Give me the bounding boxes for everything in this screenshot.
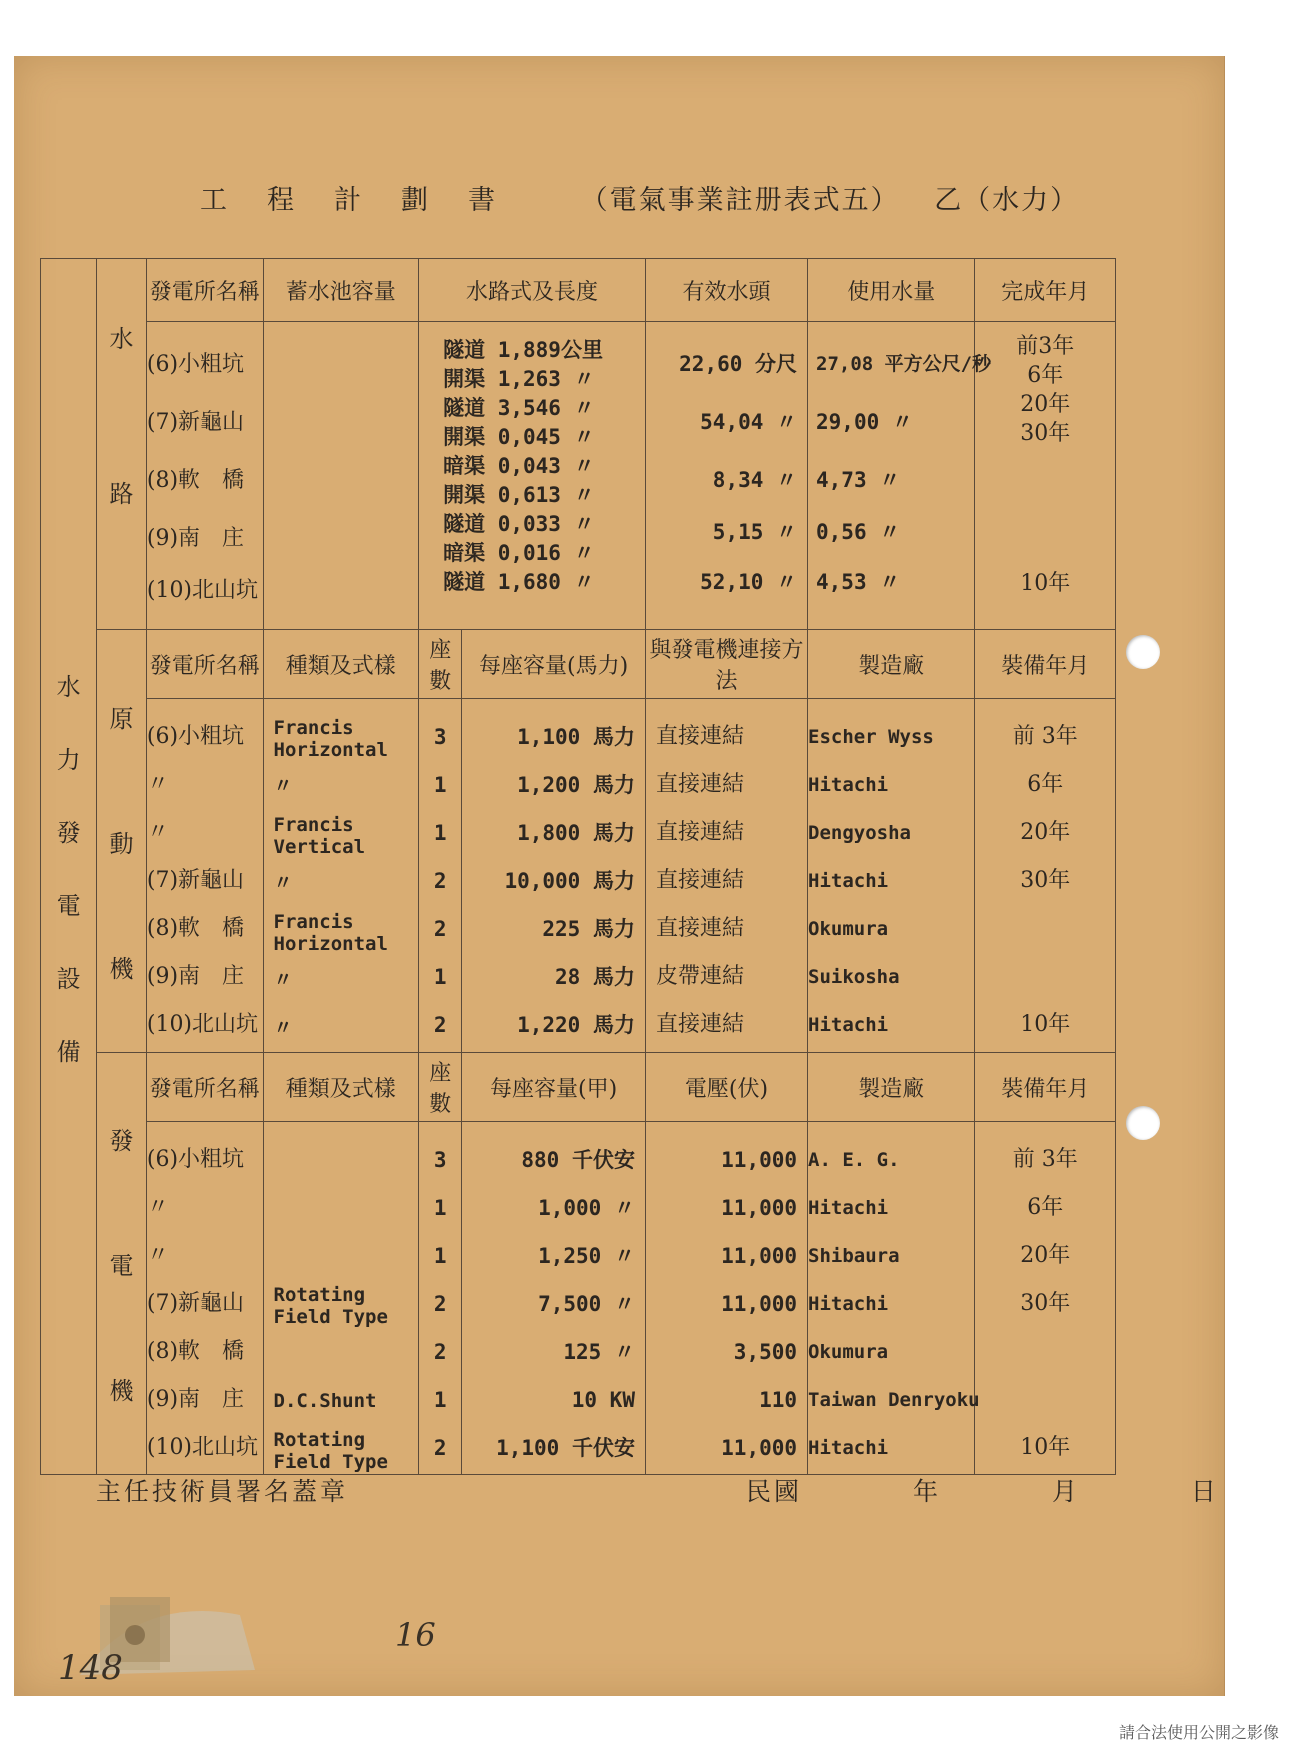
pm-connection-cell: 直接連結: [655, 772, 744, 797]
pm-units: [419, 699, 462, 1053]
gen-year-cell: 30年: [1020, 1291, 1071, 1316]
gen-units-cell: 3: [433, 1148, 447, 1172]
gen-voltage-cell: 3,500: [733, 1340, 798, 1364]
gen-year-cell: [975, 1328, 1115, 1376]
pm-header-type: 種類及式樣: [263, 630, 419, 699]
gen-year-cell: 10年: [1020, 1435, 1071, 1460]
pm-year-cell: [975, 905, 1115, 953]
pm-header-install-date: 裝備年月: [975, 630, 1116, 699]
waterway-header-row: [41, 259, 1116, 322]
pm-units-cell: 1: [433, 773, 447, 797]
gen-name-cell: 〃: [146, 1243, 169, 1268]
gen-year-cell: 前 3年: [1012, 1147, 1078, 1172]
usage-notice: 請合法使用公開之影像: [1118, 1723, 1279, 1742]
gen-units-cell: 2: [433, 1436, 447, 1460]
pm-type-cell: 〃: [273, 775, 293, 797]
pm-year-cell: 6年: [1027, 772, 1064, 797]
pm-capacity-cell: 1,220 馬力: [517, 1013, 635, 1037]
gen-name-cell: (9)南 庄: [146, 1387, 245, 1412]
gen-year-cell: 20年: [1020, 1243, 1071, 1268]
section-label-generator: 發 電 機: [97, 1053, 147, 1475]
signature-line: [96, 1472, 1219, 1508]
gen-type-cell: Rotating Field Type: [273, 1429, 388, 1473]
pm-type-cell: 〃: [273, 969, 293, 991]
gen-capacity-cell: 10 KW: [571, 1388, 635, 1412]
gen-name-cell: (8)軟 橋: [146, 1339, 245, 1364]
gen-year-cell: [975, 1376, 1115, 1424]
gen-type-cell: D.C.Shunt: [273, 1390, 377, 1412]
pm-year-cell: 10年: [1020, 1012, 1071, 1037]
waterway-body-row: [41, 322, 1116, 630]
pm-name-cell: (8)軟 橋: [146, 916, 245, 941]
gen-voltage-cell: 110: [759, 1388, 798, 1412]
generator-header-row: [41, 1053, 1116, 1122]
pm-connection-cell: 直接連結: [655, 820, 744, 845]
gen-units-cell: 2: [433, 1292, 447, 1316]
pm-connection-cell: 直接連結: [655, 1012, 744, 1037]
pm-capacities: [462, 699, 646, 1053]
pm-type-cell: Francis Horizontal: [273, 717, 388, 761]
gen-header-station-name: 發電所名稱: [146, 1053, 263, 1122]
gen-capacity-cell: 1,100 千伏安: [496, 1436, 635, 1460]
side-label-hydro-facility: 水 力 發 電 設 備: [41, 259, 97, 1475]
gen-type-cell: [274, 1232, 419, 1280]
gen-type-cell: [274, 1136, 419, 1184]
signature-label: 主任技術員署名蓋章: [96, 1477, 349, 1506]
pm-name-cell: 〃: [146, 772, 169, 797]
pm-makers: [808, 699, 975, 1053]
col-header-waterway: 水路式及長度: [419, 259, 646, 322]
pm-name-cell: (10)北山坑: [146, 1012, 259, 1037]
col-header-station-name: 發電所名稱: [146, 259, 263, 322]
pm-name-cell: (7)新龜山: [146, 868, 245, 893]
pm-connection-cell: 直接連結: [655, 724, 744, 749]
pm-header-connection: 與發電機連接方法: [645, 630, 807, 699]
pm-connections: [645, 699, 807, 1053]
date-month: 月: [1051, 1477, 1080, 1506]
gen-header-capacity: 每座容量(甲): [462, 1053, 646, 1122]
pm-types: [263, 699, 419, 1053]
engineering-plan-table: [40, 258, 1116, 1475]
gen-voltage-cell: 11,000: [721, 1436, 798, 1460]
pm-install-dates: [975, 699, 1116, 1053]
pm-header-units: 座數: [419, 630, 462, 699]
pm-connection-cell: 皮帶連結: [655, 964, 744, 989]
gen-name-cell: (7)新龜山: [146, 1291, 245, 1316]
prime-mover-body-row: [41, 699, 1116, 1053]
pm-units-cell: 2: [433, 869, 447, 893]
gen-maker-cell: Shibaura: [808, 1245, 900, 1267]
gen-capacity-cell: 125 〃: [563, 1340, 635, 1364]
handwritten-archive-number: 148: [58, 1648, 123, 1688]
pm-units-cell: 2: [433, 917, 447, 941]
gen-capacities: [462, 1122, 646, 1475]
gen-units-cell: 2: [433, 1340, 447, 1364]
gen-name-cell: (10)北山坑: [146, 1435, 259, 1460]
gen-header-install-date: 裝備年月: [975, 1053, 1116, 1122]
pm-year-cell: 前 3年: [1012, 724, 1078, 749]
water-usage-values: 27,08 平方公尺/秒 29,00 〃 4,73 〃 0,56 〃 4,53 〃: [808, 322, 975, 630]
handwritten-page-number: 16: [395, 1616, 436, 1654]
pm-maker-cell: Okumura: [808, 918, 889, 940]
pm-maker-cell: Suikosha: [808, 966, 900, 988]
gen-capacity-cell: 880 千伏安: [521, 1148, 635, 1172]
document-title: [200, 178, 1100, 217]
gen-name-cell: 〃: [146, 1195, 169, 1220]
gen-maker-cell: Hitachi: [808, 1437, 889, 1459]
date-day: 日: [1190, 1477, 1219, 1506]
date-year: 年: [912, 1477, 941, 1506]
pm-connection-cell: 直接連結: [655, 916, 744, 941]
gen-header-maker: 製造廠: [808, 1053, 975, 1122]
pm-station-names: [146, 699, 263, 1053]
pm-capacity-cell: 1,100 馬力: [517, 725, 635, 749]
gen-makers: [808, 1122, 980, 1475]
pm-units-cell: 1: [433, 965, 447, 989]
gen-maker-cell: Taiwan Denryoku: [808, 1389, 980, 1411]
gen-name-cell: (6)小粗坑: [146, 1147, 245, 1172]
signature-date: [746, 1472, 1219, 1508]
pm-maker-cell: Hitachi: [808, 870, 889, 892]
gen-voltage-cell: 11,000: [721, 1196, 798, 1220]
gen-units: [419, 1122, 462, 1475]
gen-units-cell: 1: [433, 1388, 447, 1412]
pm-units-cell: 1: [433, 821, 447, 845]
gen-capacity-cell: 1,250 〃: [538, 1244, 635, 1268]
gen-type-cell: [274, 1329, 419, 1377]
pm-maker-cell: Hitachi: [808, 1014, 889, 1036]
completion-dates: 前3年 6年 20年 30年 10年: [975, 322, 1116, 630]
gen-station-names: [146, 1122, 263, 1475]
pm-type-cell: 〃: [273, 872, 293, 894]
pm-capacity-cell: 28 馬力: [555, 965, 635, 989]
section-label-waterway: 水 路: [97, 259, 147, 630]
generator-body-row: [41, 1122, 1116, 1475]
pm-capacity-cell: 1,200 馬力: [517, 773, 635, 797]
gen-voltages: [645, 1122, 807, 1475]
punch-hole: [1126, 1106, 1160, 1140]
gen-type-cell: [274, 1184, 419, 1232]
pm-units-cell: 3: [433, 725, 447, 749]
pm-maker-cell: Dengyosha: [808, 822, 911, 844]
pm-maker-cell: Escher Wyss: [808, 726, 934, 748]
gen-maker-cell: Hitachi: [808, 1197, 889, 1219]
col-header-effective-head: 有效水頭: [645, 259, 807, 322]
gen-install-dates: [975, 1122, 1116, 1475]
gen-type-cell: Rotating Field Type: [273, 1284, 388, 1328]
title-subtitle: （電氣事業註册表式五）: [580, 185, 900, 216]
gen-year-cell: 6年: [1027, 1195, 1064, 1220]
gen-header-units: 座數: [419, 1053, 462, 1122]
waterway-routes: 隧道 1,889公里 開渠 1,263 〃 隧道 3,546 〃 開渠 0,045 〃 暗渠 0,043 〃 開渠 0,613 〃 隧道 0,033 〃 暗渠 0,016 〃 隧道 1,680 〃: [419, 322, 646, 630]
pm-name-cell: (9)南 庄: [146, 964, 245, 989]
pm-capacity-cell: 1,800 馬力: [517, 821, 635, 845]
title-main: 工程計劃書: [200, 185, 535, 216]
gen-types: [263, 1122, 419, 1475]
gen-maker-cell: Hitachi: [808, 1293, 889, 1315]
gen-voltage-cell: 11,000: [721, 1148, 798, 1172]
pm-maker-cell: Hitachi: [808, 774, 889, 796]
gen-header-voltage: 電壓(伏): [645, 1053, 807, 1122]
gen-header-type: 種類及式樣: [263, 1053, 419, 1122]
section-label-prime-mover: 原 動 機: [97, 630, 147, 1053]
pm-type-cell: 〃: [273, 1017, 293, 1039]
pm-year-cell: [975, 953, 1115, 1001]
gen-voltage-cell: 11,000: [721, 1244, 798, 1268]
col-header-water-usage: 使用水量: [808, 259, 975, 322]
waterway-station-names: (6)小粗坑 (7)新龜山 (8)軟 橋 (9)南 庄 (10)北山坑: [146, 322, 263, 630]
gen-maker-cell: A. E. G.: [808, 1149, 900, 1171]
pm-connection-cell: 直接連結: [655, 868, 744, 893]
pm-capacity-cell: 225 馬力: [542, 917, 635, 941]
pm-name-cell: 〃: [146, 820, 169, 845]
pm-type-cell: Francis Horizontal: [273, 911, 388, 955]
punch-hole: [1126, 635, 1160, 669]
date-prefix: 民國: [746, 1477, 803, 1506]
col-header-completion: 完成年月: [975, 259, 1116, 322]
pm-header-maker: 製造廠: [808, 630, 975, 699]
pm-units-cell: 2: [433, 1013, 447, 1037]
pm-type-cell: Francis Vertical: [273, 814, 366, 858]
prime-mover-header-row: [41, 630, 1116, 699]
gen-units-cell: 1: [433, 1196, 447, 1220]
gen-voltage-cell: 11,000: [721, 1292, 798, 1316]
gen-units-cell: 1: [433, 1244, 447, 1268]
pm-header-station-name: 發電所名稱: [146, 630, 263, 699]
pm-year-cell: 20年: [1020, 820, 1071, 845]
gen-capacity-cell: 7,500 〃: [538, 1292, 635, 1316]
col-header-reservoir: 蓄水池容量: [263, 259, 419, 322]
gen-maker-cell: Okumura: [808, 1341, 889, 1363]
gen-capacity-cell: 1,000 〃: [538, 1196, 635, 1220]
pm-year-cell: 30年: [1020, 868, 1071, 893]
effective-heads: 22,60 分尺 54,04 〃 8,34 〃 5,15 〃 52,10 〃: [645, 322, 807, 630]
title-type: 乙（水力）: [934, 185, 1080, 216]
pm-capacity-cell: 10,000 馬力: [504, 869, 635, 893]
reservoir-capacity-cell: [263, 322, 419, 630]
pm-name-cell: (6)小粗坑: [146, 724, 245, 749]
pm-header-capacity: 每座容量(馬力): [462, 630, 646, 699]
